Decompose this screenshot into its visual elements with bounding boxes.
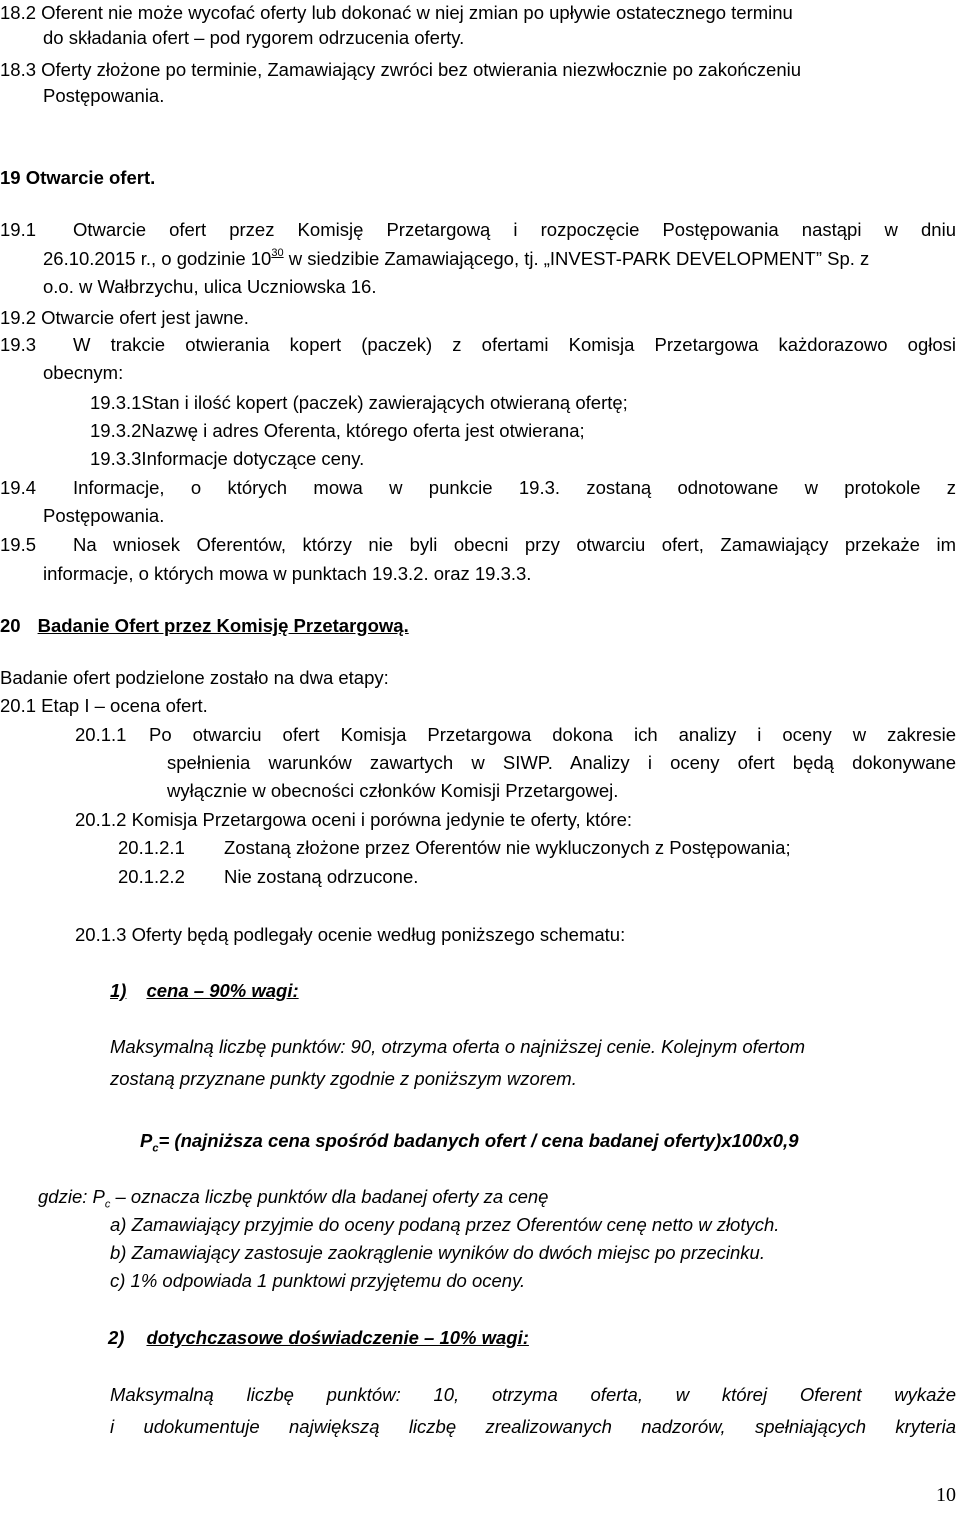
para-20-1-2: 20.1.2 Komisja Przetargowa oceni i porówna jedynie te oferty, które: [75, 809, 633, 830]
legend-prefix: gdzie: P [38, 1186, 105, 1207]
location-text: w siedzibie Zamawiającego, tj. „INVEST-PARK DEVELOPMENT” Sp. z [283, 248, 870, 269]
para-18-2-line1: 18.2 Oferent nie może wycofać oferty lub dokonać w niej zmian po upływie ostatecznego terminu [0, 2, 793, 23]
section-20-intro: Badanie ofert podzielone zostało na dwa etapy: [0, 667, 389, 688]
para-19-3-line2: obecnym: [43, 362, 124, 383]
para-20-1-1-num: 20.1.1 [75, 724, 127, 745]
para-19-1-line1: Otwarcie ofert przez Komisję Przetargową i rozpoczęcie Postępowania nastąpi w dniu [73, 219, 956, 240]
para-20-1-3: 20.1.3 Oferty będą podlegały ocenie według poniższego schematu: [75, 924, 626, 945]
para-18-3-line2: Postępowania. [43, 85, 165, 106]
para-19-5-line1: Na wniosek Oferentów, którzy nie byli obecni przy otwarciu ofert, Zamawiający przekaże im [73, 534, 956, 555]
para-20-1: 20.1 Etap I – ocena ofert. [0, 695, 208, 716]
criterion-2-line2: i udokumentuje największą liczbę zrealizowanych nadzorów, spełniających kryteria [110, 1416, 956, 1437]
para-19-4-line2: Postępowania. [43, 505, 165, 526]
legend-subscript: c [104, 1198, 111, 1211]
legend-item-a: a) Zamawiający przyjmie do oceny podaną przez Oferentów cenę netto w złotych. [110, 1214, 780, 1235]
para-19-4-line1: Informacje, o których mowa w punkcie 19.3. zostaną odnotowane w protokole z [73, 477, 956, 498]
para-18-3-line1: 18.3 Oferty złożone po terminie, Zamawiający zwróci bez otwierania niezwłocznie po zakończeniu [0, 59, 802, 80]
para-19-1-line3: o.o. w Wałbrzychu, ulica Uczniowska 16. [43, 276, 377, 297]
criterion-1-line1: Maksymalną liczbę punktów: 90, otrzyma oferta o najniższej cenie. Kolejnym ofertom [110, 1036, 806, 1057]
price-formula [140, 1128, 799, 1154]
page-number: 10 [936, 1484, 956, 1506]
criterion-2-title: dotychczasowe doświadczenie – 10% wagi: [146, 1327, 529, 1348]
para-19-5-line2: informacje, o których mowa w punktach 19.3.2. oraz 19.3.3. [43, 563, 532, 584]
date-time-text: 26.10.2015 r., o godzinie 10 [43, 248, 272, 269]
para-19-3-line1: W trakcie otwierania kopert (paczek) z ofertami Komisja Przetargowa każdorazowo ogłosi [73, 334, 956, 355]
para-20-1-2-1-num: 20.1.2.1 [118, 837, 185, 858]
section-19-heading: 19 Otwarcie ofert. [0, 167, 156, 188]
formula-body: = (najniższa cena spośród badanych ofert / cena badanej oferty)x100x0,9 [158, 1130, 799, 1151]
para-20-1-2-1: Zostaną złożone przez Oferentów nie wykluczonych z Postępowania; [224, 837, 791, 858]
criterion-2-number: 2) [108, 1327, 125, 1348]
para-20-1-2-2-num: 20.1.2.2 [118, 866, 185, 887]
legend-text: – oznacza liczbę punktów dla badanej oferty za cenę [110, 1186, 549, 1207]
para-19-1-line2 [43, 246, 869, 272]
para-19-2: 19.2 Otwarcie ofert jest jawne. [0, 307, 249, 328]
time-superscript: 30 [271, 246, 284, 259]
para-19-3-num: 19.3 [0, 334, 37, 355]
item-19-3-2: 19.3.2Nazwę i adres Oferenta, którego oferta jest otwierana; [90, 420, 585, 441]
para-18-2-line2: do składania ofert – pod rygorem odrzucenia oferty. [43, 27, 465, 48]
para-19-4-num: 19.4 [0, 477, 37, 498]
legend-item-b: b) Zamawiający zastosuje zaokrąglenie wyników do dwóch miejsc po przecinku. [110, 1242, 765, 1263]
section-20-number: 20 [0, 615, 21, 636]
para-20-1-2-2: Nie zostaną odrzucone. [224, 866, 419, 887]
section-20-title: Badanie Ofert przez Komisję Przetargową. [37, 615, 409, 636]
para-20-1-1-line2: spełnienia warunków zawartych w SIWP. Analizy i oceny ofert będą dokonywane [167, 752, 956, 773]
para-20-1-1-line3: wyłącznie w obecności członków Komisji Przetargowej. [167, 780, 619, 801]
criterion-1-number: 1) [110, 980, 127, 1001]
section-20-heading [0, 613, 409, 639]
criterion-1-line2: zostaną przyznane punkty zgodnie z poniższym wzorem. [110, 1068, 577, 1089]
para-20-1-1-line1: Po otwarciu ofert Komisja Przetargowa dokona ich analizy i oceny w zakresie [149, 724, 956, 745]
formula-legend [38, 1184, 548, 1210]
legend-item-c: c) 1% odpowiada 1 punktowi przyjętemu do oceny. [110, 1270, 526, 1291]
criterion-2-line1: Maksymalną liczbę punktów: 10, otrzyma oferta, w której Oferent wykaże [110, 1384, 956, 1405]
formula-p: P [140, 1130, 153, 1151]
criterion-1-title: cena – 90% wagi: [146, 980, 299, 1001]
criterion-2-heading [108, 1325, 529, 1351]
para-19-5-num: 19.5 [0, 534, 37, 555]
formula-subscript: c [152, 1142, 159, 1155]
item-19-3-1: 19.3.1Stan i ilość kopert (paczek) zawierających otwieraną ofertę; [90, 392, 628, 413]
item-19-3-3: 19.3.3Informacje dotyczące ceny. [90, 448, 365, 469]
criterion-1-heading [110, 978, 299, 1004]
para-19-1-num: 19.1 [0, 219, 37, 240]
